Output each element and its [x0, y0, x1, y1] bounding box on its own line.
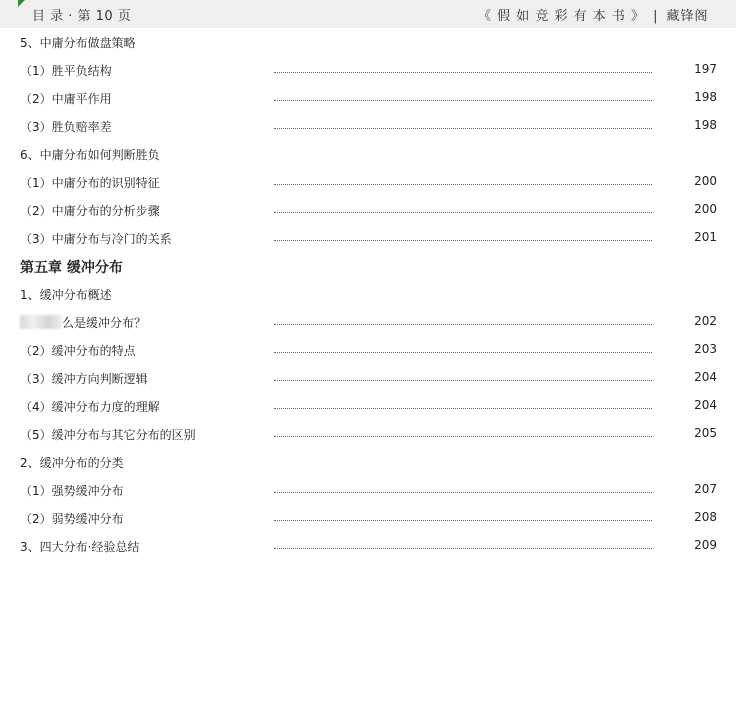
toc-entry-label: 3、四大分布·经验总结 — [20, 540, 140, 554]
toc-entry[interactable] — [0, 143, 736, 163]
toc-entry[interactable] — [0, 115, 736, 135]
toc-entry-page: 200 — [694, 202, 717, 216]
header-separator: | — [653, 9, 659, 24]
dot-leader — [274, 100, 652, 101]
toc-entry-page: 207 — [694, 482, 717, 496]
toc-entry-label: 2、缓冲分布的分类 — [20, 456, 124, 470]
toc-entry[interactable] — [0, 87, 736, 107]
dot-leader — [274, 520, 652, 521]
header-book-info — [478, 5, 708, 24]
toc-entry-label: 5、中庸分布做盘策略 — [20, 36, 136, 50]
dot-leader — [274, 436, 652, 437]
publisher-name: 藏锋阁 — [666, 9, 709, 24]
page-header — [0, 0, 736, 28]
toc-entry-label: 1、缓冲分布概述 — [20, 288, 112, 302]
toc-entry-label: （1）中庸分布的识别特征 — [20, 176, 160, 190]
dot-leader — [274, 212, 652, 213]
dot-leader — [274, 408, 652, 409]
toc-entry-label: （2）中庸分布的分析步骤 — [20, 204, 160, 218]
toc-entry-label: （1）强势缓冲分布 — [20, 484, 124, 498]
toc-chapter-heading[interactable] — [0, 256, 736, 276]
toc-entry[interactable] — [0, 395, 736, 415]
toc-entry-page: 198 — [694, 90, 717, 104]
dot-leader — [274, 548, 652, 549]
dot-leader — [274, 240, 652, 241]
toc-entry-label: （1）胜平负结构 — [20, 64, 112, 78]
dot-leader — [274, 352, 652, 353]
toc-entry-label: （5）缓冲分布与其它分布的区别 — [20, 428, 196, 442]
toc-entry-page: 203 — [694, 342, 717, 356]
dot-leader — [274, 380, 652, 381]
toc-entry-page: 204 — [694, 370, 717, 384]
blurred-overlay — [20, 315, 62, 329]
toc-entry[interactable] — [0, 507, 736, 527]
toc-entry[interactable] — [0, 59, 736, 79]
toc-entry[interactable] — [0, 367, 736, 387]
chapter-title: 第五章 缓冲分布 — [20, 260, 123, 276]
toc-entry[interactable] — [0, 535, 736, 555]
toc-entry[interactable] — [0, 31, 736, 51]
toc-entry-label: （2）中庸平作用 — [20, 92, 112, 106]
toc-entry-label: （3）中庸分布与冷门的关系 — [20, 232, 172, 246]
toc-entry-page: 201 — [694, 230, 717, 244]
toc-entry[interactable] — [0, 283, 736, 303]
toc-entry-label: （4）缓冲分布力度的理解 — [20, 400, 160, 414]
dot-leader — [274, 492, 652, 493]
toc-entry-label: （2）缓冲分布的特点 — [20, 344, 136, 358]
corner-triangle-icon — [18, 0, 25, 7]
toc-entry[interactable] — [0, 311, 736, 331]
toc-entry-label-text: 么是缓冲分布？ — [62, 316, 147, 330]
toc-entry-page: 208 — [694, 510, 717, 524]
toc-entry-page: 202 — [694, 314, 717, 328]
header-page-label: 目 录 · 第 10 页 — [32, 9, 132, 24]
dot-leader — [274, 324, 652, 325]
toc-entry-label: （3）胜负赔率差 — [20, 120, 112, 134]
toc-entry[interactable] — [0, 171, 736, 191]
dot-leader — [274, 128, 652, 129]
toc-entry[interactable] — [0, 227, 736, 247]
toc-entry[interactable] — [0, 451, 736, 471]
toc-entry-page: 197 — [694, 62, 717, 76]
dot-leader — [274, 72, 652, 73]
toc-entry[interactable] — [0, 339, 736, 359]
dot-leader — [274, 184, 652, 185]
toc-entry-label — [20, 314, 146, 331]
toc-entry[interactable] — [0, 423, 736, 443]
toc-entry-label: 6、中庸分布如何判断胜负 — [20, 148, 160, 162]
toc-entry[interactable] — [0, 199, 736, 219]
toc-entry[interactable] — [0, 479, 736, 499]
toc-entry-page: 200 — [694, 174, 717, 188]
toc-entry-label: （2）弱势缓冲分布 — [20, 512, 124, 526]
toc-entry-page: 204 — [694, 398, 717, 412]
toc-entry-label: （3）缓冲方向判断逻辑 — [20, 372, 148, 386]
book-title: 《 假 如 竞 彩 有 本 书 》 — [478, 9, 646, 24]
toc-entry-page: 198 — [694, 118, 717, 132]
toc-entry-page: 205 — [694, 426, 717, 440]
toc-entry-page: 209 — [694, 538, 717, 552]
